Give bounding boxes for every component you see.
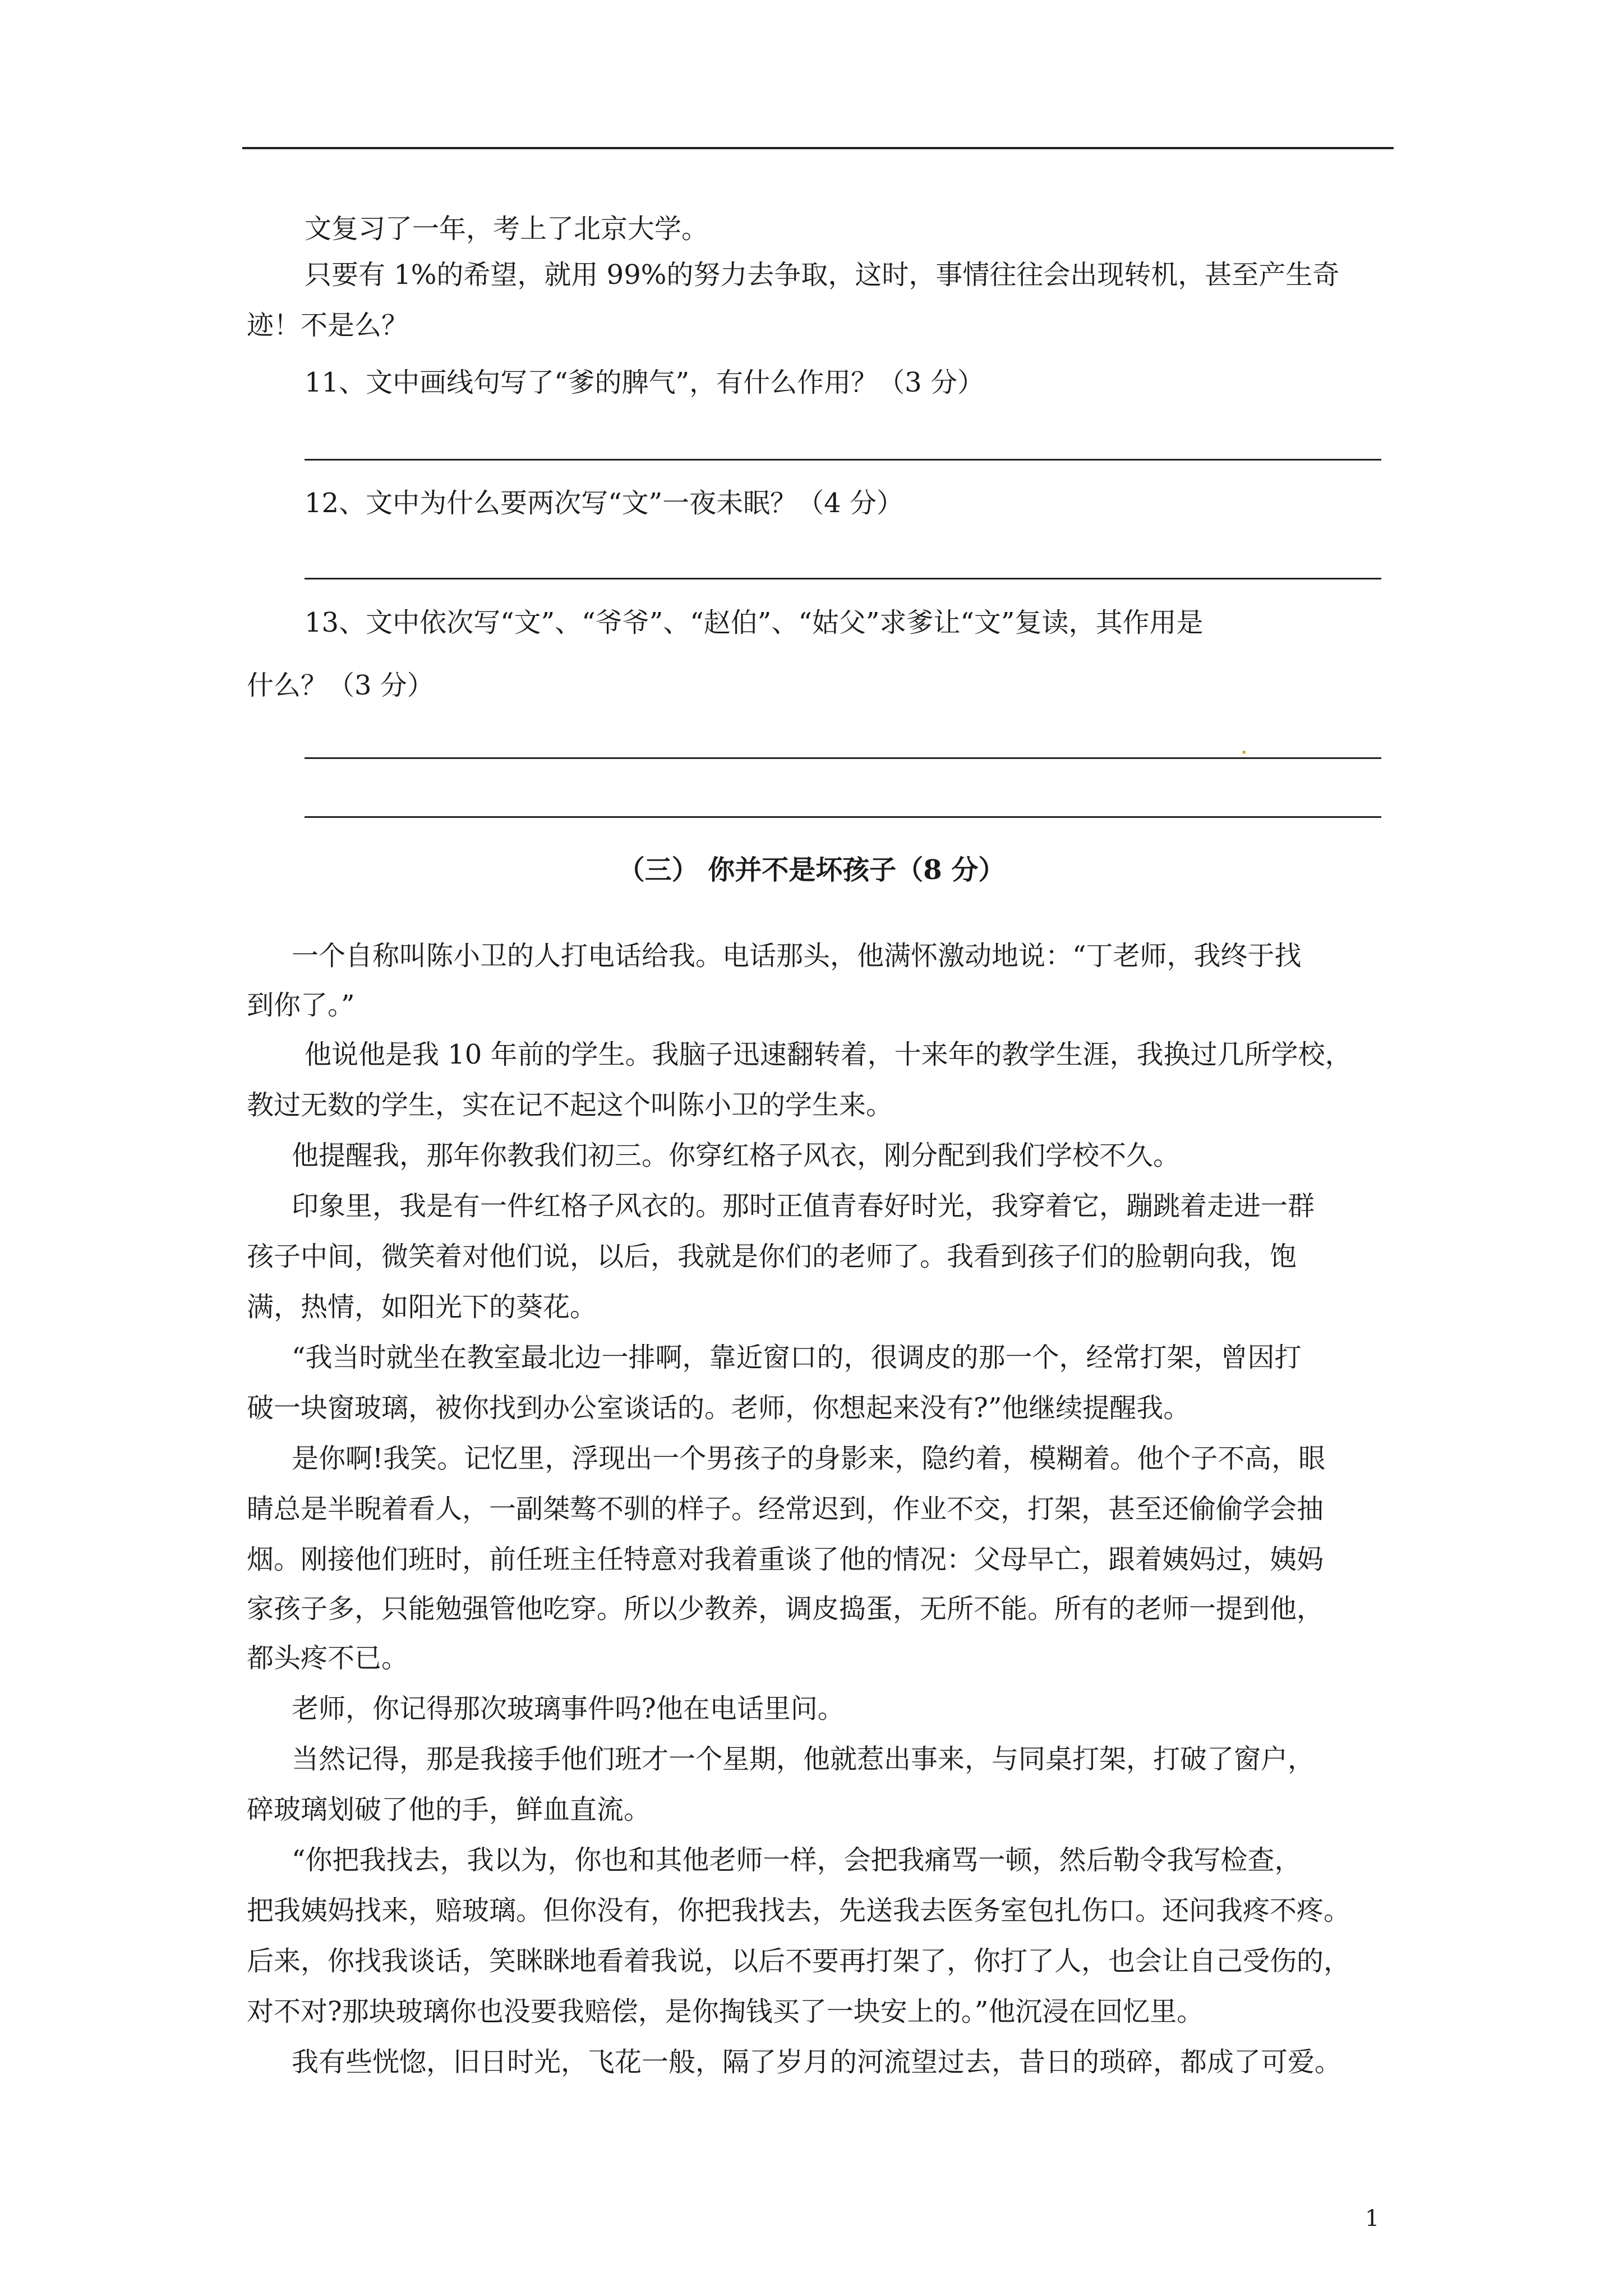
body-line: 满，热情，如阳光下的葵花。: [247, 1291, 597, 1323]
body-line: 孩子中间，微笑着对他们说，以后，我就是你们的老师了。我看到孩子们的脸朝向我，饱: [247, 1241, 1297, 1272]
question-11: 11、文中画线句写了“爹的脾气”，有什么作用？（3 分）: [305, 367, 984, 398]
body-line: 印象里，我是有一件红格子风衣的。那时正值青春好时光，我穿着它，蹦跳着走进一群: [292, 1190, 1315, 1222]
answer-line-13b[interactable]: [305, 816, 1381, 818]
body-line: 都头疼不已。: [247, 1642, 409, 1674]
answer-line-12[interactable]: [305, 578, 1381, 579]
answer-line-11[interactable]: [305, 459, 1381, 461]
body-line: 教过无数的学生，实在记不起这个叫陈小卫的学生来。: [247, 1089, 893, 1121]
body-line: 对不对?那块玻璃你也没要我赔偿，是你掏钱买了一块安上的。”他沉浸在回忆里。: [247, 1996, 1204, 2027]
body-line: 烟。刚接他们班时，前任班主任特意对我着重谈了他的情况：父母早亡，跟着姨妈过，姨妈: [247, 1544, 1324, 1575]
body-line: 一个自称叫陈小卫的人打电话给我。电话那头，他满怀激动地说：“丁老师，我终于找: [292, 940, 1302, 972]
header-rule: [242, 147, 1394, 149]
page-number: 1: [1365, 2206, 1380, 2231]
passage-line: 文复习了一年，考上了北京大学。: [305, 213, 709, 245]
body-line: 破一块窗玻璃，被你找到办公室谈话的。老师，你想起来没有?”他继续提醒我。: [247, 1392, 1191, 1424]
body-line: 我有些恍惚，旧日时光，飞花一般，隔了岁月的河流望过去，昔日的琐碎，都成了可爱。: [292, 2046, 1342, 2078]
body-line: 家孩子多，只能勉强管他吃穿。所以少教养，调皮捣蛋，无所不能。所有的老师一提到他，: [247, 1593, 1324, 1625]
body-line: 是你啊!我笑。记忆里，浮现出一个男孩子的身影来，隐约着，模糊着。他个子不高，眼: [292, 1443, 1326, 1474]
question-13-continued: 什么？（3 分）: [247, 670, 434, 701]
body-line: 睛总是半睨着看人，一副桀骜不驯的样子。经常迟到，作业不交，打架，甚至还偷偷学会抽: [247, 1493, 1324, 1525]
passage-line: 迹！不是么？: [247, 310, 409, 341]
body-line: “我当时就坐在教室最北边一排啊，靠近窗口的，很调皮的那一个，经常打架，曾因打: [292, 1342, 1302, 1373]
section-title: （三） 你并不是坏孩子（8 分）: [617, 854, 1006, 886]
body-line: “你把我找去，我以为，你也和其他老师一样，会把我痛骂一顿，然后勒令我写检查，: [292, 1844, 1302, 1876]
answer-line-13a[interactable]: [305, 757, 1381, 759]
body-line: 他提醒我，那年你教我们初三。你穿红格子风衣，刚分配到我们学校不久。: [292, 1140, 1181, 1171]
body-line: 当然记得，那是我接手他们班才一个星期，他就惹出事来，与同桌打架，打破了窗户，: [292, 1743, 1315, 1775]
body-line: 老师，你记得那次玻璃事件吗?他在电话里问。: [292, 1693, 845, 1724]
body-line: 后来，你找我谈话，笑眯眯地看着我说，以后不要再打架了，你打了人，也会让自己受伤的，: [247, 1945, 1351, 1977]
body-line: 碎玻璃划破了他的手，鲜血直流。: [247, 1794, 651, 1825]
question-12: 12、文中为什么要两次写“文”一夜未眠？（4 分）: [305, 487, 903, 519]
body-line: 到你了。”: [247, 990, 355, 1021]
scan-speck: [1242, 751, 1246, 754]
body-line: 把我姨妈找来，赔玻璃。但你没有，你把我找去，先送我去医务室包扎伤口。还问我疼不疼。: [247, 1895, 1351, 1926]
body-line: 他说他是我 10 年前的学生。我脑子迅速翻转着，十来年的教学生涯，我换过几所学校，: [305, 1039, 1352, 1070]
passage-line: 只要有 1%的希望，就用 99%的努力去争取，这时，事情往往会出现转机，甚至产生奇: [305, 259, 1340, 291]
question-13: 13、文中依次写“文”、“爷爷”、“赵伯”、“姑父”求爹让“文”复读，其作用是: [305, 607, 1204, 638]
